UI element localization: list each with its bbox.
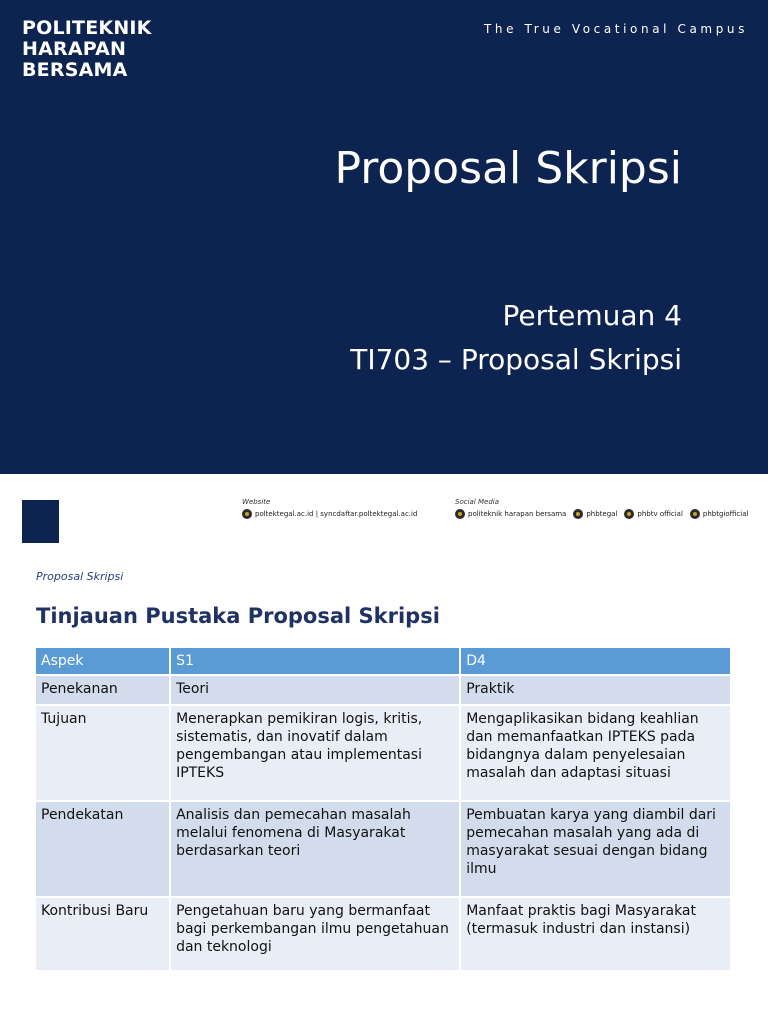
logo-line-2: HARAPAN	[22, 38, 127, 60]
institution-logo	[22, 18, 152, 81]
header-aspek: Aspek	[36, 648, 169, 674]
subtitle-line-2: TI703 – Proposal Skripsi	[350, 343, 682, 376]
table-row	[36, 802, 730, 896]
globe-icon	[242, 509, 252, 519]
slide-heading: Tinjauan Pustaka Proposal Skripsi	[36, 604, 440, 628]
slide-footer	[0, 474, 768, 550]
social-item: phbtegal	[586, 510, 618, 518]
logo-line-1: POLITEKNIK	[22, 17, 152, 39]
comparison-table	[34, 646, 732, 972]
subtitle-line-1: Pertemuan 4	[502, 299, 682, 332]
social-item: politeknik harapan bersama	[468, 510, 567, 518]
social-item: phbtv official	[637, 510, 683, 518]
slide-title: Proposal Skripsi	[334, 143, 682, 194]
table-row	[36, 706, 730, 800]
table-cell: Pengetahuan baru yang bermanfaat bagi perkembangan ilmu pengetahuan dan teknologi	[171, 898, 459, 970]
table-header-row	[36, 648, 730, 674]
table-row	[36, 676, 730, 704]
table-cell: Pembuatan karya yang diambil dari pemecahan masalah yang ada di masyarakat sesuai dengan bidang ilmu	[461, 802, 730, 896]
table-cell: Mengaplikasikan bidang keahlian dan memanfaatkan IPTEKS pada bidangnya dalam penyelesaian masalah dan adaptasi situasi	[461, 706, 730, 800]
table-cell: Menerapkan pemikiran logis, kritis, sistematis, dan inovatif dalam pengembangan atau implementasi IPTEKS	[171, 706, 459, 800]
table-cell: Tujuan	[36, 706, 169, 800]
social-media-info	[455, 498, 755, 519]
twitter-icon	[690, 509, 700, 519]
table-cell: Penekanan	[36, 676, 169, 704]
header-s1: S1	[171, 648, 459, 674]
header-d4: D4	[461, 648, 730, 674]
content-slide	[0, 550, 768, 1024]
title-slide	[0, 0, 768, 474]
instagram-icon	[573, 509, 583, 519]
website-info	[242, 498, 417, 519]
table-cell: Manfaat praktis bagi Masyarakat (termasuk industri dan instansi)	[461, 898, 730, 970]
tagline: The True Vocational Campus	[484, 22, 748, 36]
table-row	[36, 898, 730, 970]
website-text: poltektegal.ac.id | syncdaftar.poltektegal.ac.id	[255, 510, 418, 518]
section-label: Proposal Skripsi	[36, 570, 124, 583]
table-cell: Praktik	[461, 676, 730, 704]
logo-line-3: BERSAMA	[22, 59, 128, 81]
website-label: Website	[242, 498, 271, 506]
table-cell: Pendekatan	[36, 802, 169, 896]
facebook-icon	[455, 509, 465, 519]
table-cell: Kontribusi Baru	[36, 898, 169, 970]
social-item: phbtgiofficial	[702, 510, 749, 518]
table-cell: Teori	[171, 676, 459, 704]
youtube-icon	[624, 509, 634, 519]
footer-block	[22, 500, 59, 543]
table-cell: Analisis dan pemecahan masalah melalui fenomena di Masyarakat berdasarkan teori	[171, 802, 459, 896]
slide-subtitle	[350, 294, 682, 382]
social-label: Social Media	[455, 498, 500, 506]
